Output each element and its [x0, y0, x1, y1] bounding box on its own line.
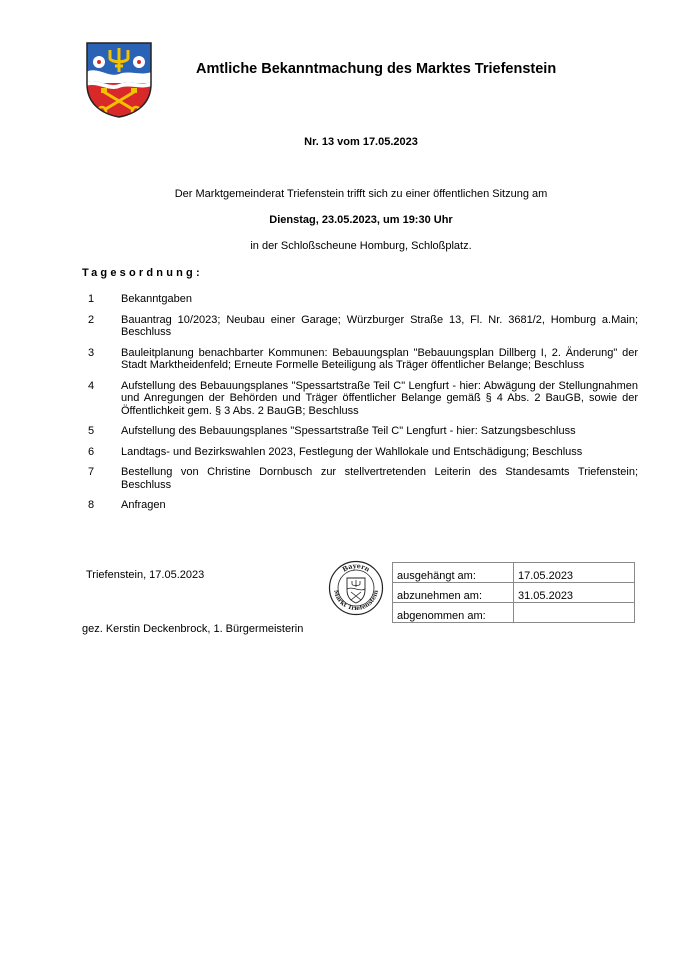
posting-label: abzunehmen am: [393, 583, 514, 603]
signature-line: gez. Kerstin Deckenbrock, 1. Bürgermeisterin [82, 623, 304, 635]
agenda-item-text: Bauantrag 10/2023; Neubau einer Garage; Würzburger Straße 13, Fl. Nr. 3681/2, Homburg a.Main; Beschluss [121, 313, 638, 338]
agenda-item [88, 314, 638, 339]
issue-number: Nr. 13 vom 17.05.2023 [304, 136, 418, 148]
agenda-item-number: 6 [88, 445, 95, 458]
agenda-item [88, 380, 638, 418]
agenda-item [88, 466, 638, 491]
session-datetime: Dienstag, 23.05.2023, um 19:30 Uhr [269, 214, 453, 226]
page-title: Amtliche Bekanntmachung des Marktes Triefenstein [196, 61, 557, 77]
agenda-item-text: Bauleitplanung benachbarter Kommunen: Bebauungsplan "Bebauungsplan Dillberg I, 2. Änderung" der Stadt Marktheidenfeld; Erneute Formelle Beteiligung als Träger öffentlicher Belange; Beschluss [121, 346, 638, 371]
agenda-item-number: 7 [88, 466, 95, 478]
session-intro: Der Marktgemeinderat Triefenstein trifft sich zu einer öffentlichen Sitzung am [174, 188, 548, 200]
agenda-item [88, 446, 638, 459]
agenda-heading: Tagesordnung: [82, 267, 203, 279]
agenda-item-number: 4 [88, 379, 95, 392]
agenda-item-text: Bekanntgaben [121, 293, 192, 305]
table-row [393, 563, 635, 583]
posting-value [514, 603, 635, 623]
place-and-date: Triefenstein, 17.05.2023 [86, 569, 205, 581]
agenda-item [88, 425, 638, 438]
posting-value: 31.05.2023 [514, 583, 635, 603]
agenda-item [88, 499, 638, 512]
posting-label: abgenommen am: [393, 603, 514, 623]
posting-value: 17.05.2023 [514, 563, 635, 583]
agenda-item-number: 1 [88, 293, 95, 305]
agenda-item [88, 293, 638, 306]
agenda-item-text: Aufstellung des Bebauungsplanes "Spessartstraße Teil C" Lengfurt - hier: Satzungsbeschluss [121, 425, 576, 437]
posting-label: ausgehängt am: [393, 563, 514, 583]
agenda-item-text: Aufstellung des Bebauungsplanes "Spessartstraße Teil C" Lengfurt - hier: Abwägung der Stellungnahmen und Anregungen der Behörden und Träger öffentlicher Belange gemäß § 4 Abs. 2 BauGB, sowie der Öffentlichkeit gem. § 3 Abs. 2 BauGB; Beschluss [121, 379, 638, 417]
posting-record-table [392, 562, 635, 623]
agenda-item-number: 3 [88, 346, 95, 359]
agenda-item-text: Bestellung von Christine Dornbusch zur stellvertretenden Leiterin des Standesamts Triefenstein; Beschluss [121, 466, 638, 491]
agenda-item [88, 347, 638, 372]
agenda-item-number: 8 [88, 499, 95, 511]
agenda-item-text: Anfragen [121, 499, 166, 511]
svg-text:Bayern: Bayern [340, 561, 372, 574]
session-location: in der Schloßscheune Homburg, Schloßplatz. [250, 240, 472, 252]
svg-text:Markt Triefenstein: Markt Triefenstein [331, 589, 380, 613]
official-seal-icon [328, 560, 384, 616]
agenda-item-number: 5 [88, 425, 95, 437]
agenda-item-text: Landtags- und Bezirkswahlen 2023, Festlegung der Wahllokale und Entschädigung; Beschluss [121, 445, 583, 458]
table-row [393, 583, 635, 603]
agenda-list [88, 293, 638, 520]
table-row [393, 603, 635, 623]
agenda-item-number: 2 [88, 313, 95, 326]
coat-of-arms-icon [86, 42, 152, 118]
